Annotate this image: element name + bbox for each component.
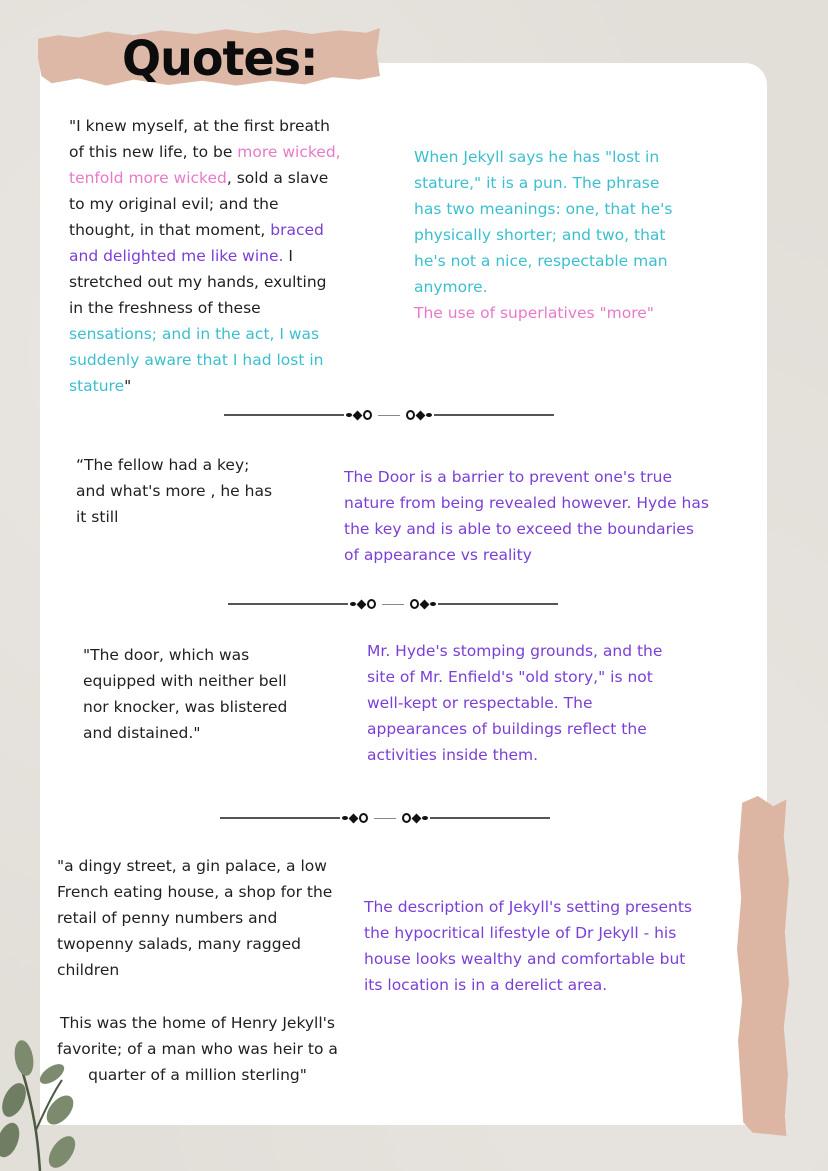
quote-1-highlight-simile: braced and delighted me like wine. [69, 221, 324, 265]
quote-3: "The door, which was equipped with neither bell nor knocker, was blistered and distained." [83, 646, 288, 742]
quote-1-seg-6: " [124, 377, 132, 395]
leaf-branch-icon [0, 1030, 90, 1171]
side-tape-icon [737, 796, 789, 1136]
quote-1-seg-0: "I knew myself, at the first breath of this new life, to be [69, 117, 330, 161]
quote-1-seg-4: I stretched out my hands, exulting in the freshness of these [69, 247, 327, 317]
quote-1-highlight-stature: sensations; and in the act, I was suddenly aware that I had lost in stature [69, 325, 324, 395]
quote-2: “The fellow had a key; and what's more , he has it still [76, 456, 273, 526]
analysis-1-superlatives: The use of superlatives "more" [414, 304, 654, 322]
quote-1-highlight-superlative: more wicked, tenfold more wicked [69, 143, 341, 187]
divider-3 [220, 811, 550, 825]
page-title: Quotes: [122, 29, 318, 87]
divider-1 [224, 408, 554, 422]
quote-4-part-1: "a dingy street, a gin palace, a low French eating house, a shop for the retail of penny numbers and twopenny salads, many ragged children [57, 857, 333, 979]
analysis-4: The description of Jekyll's setting presents the hypocritical lifestyle of Dr Jekyll - his house looks wealthy and comfortable but its location is in a derelict area. [364, 898, 692, 994]
analysis-1 [414, 144, 676, 326]
ornament-icon [344, 410, 434, 420]
analysis-2: The Door is a barrier to prevent one's true nature from being revealed however. Hyde has the key and is able to exceed the boundaries of appearance vs reality [344, 468, 709, 564]
ornament-icon [340, 813, 430, 823]
quote-1 [69, 113, 344, 399]
analysis-1-pun: When Jekyll says he has "lost in stature," it is a pun. The phrase has two meanings: one, that he's physically shorter; and two, that he's not a nice, respectable man anymore. [414, 148, 673, 296]
analysis-3: Mr. Hyde's stomping grounds, and the site of Mr. Enfield's "old story," is not well-kept or respectable. The appearances of buildings reflect the activities inside them. [367, 642, 663, 764]
quote-4-part-2: This was the home of Henry Jekyll's favorite; of a man who was heir to a quarter of a million sterling" [57, 1014, 338, 1084]
quote-1-seg-2: , sold a slave to my original evil; and the thought, in that moment, [69, 169, 329, 239]
divider-2 [228, 597, 558, 611]
ornament-icon [348, 599, 438, 609]
